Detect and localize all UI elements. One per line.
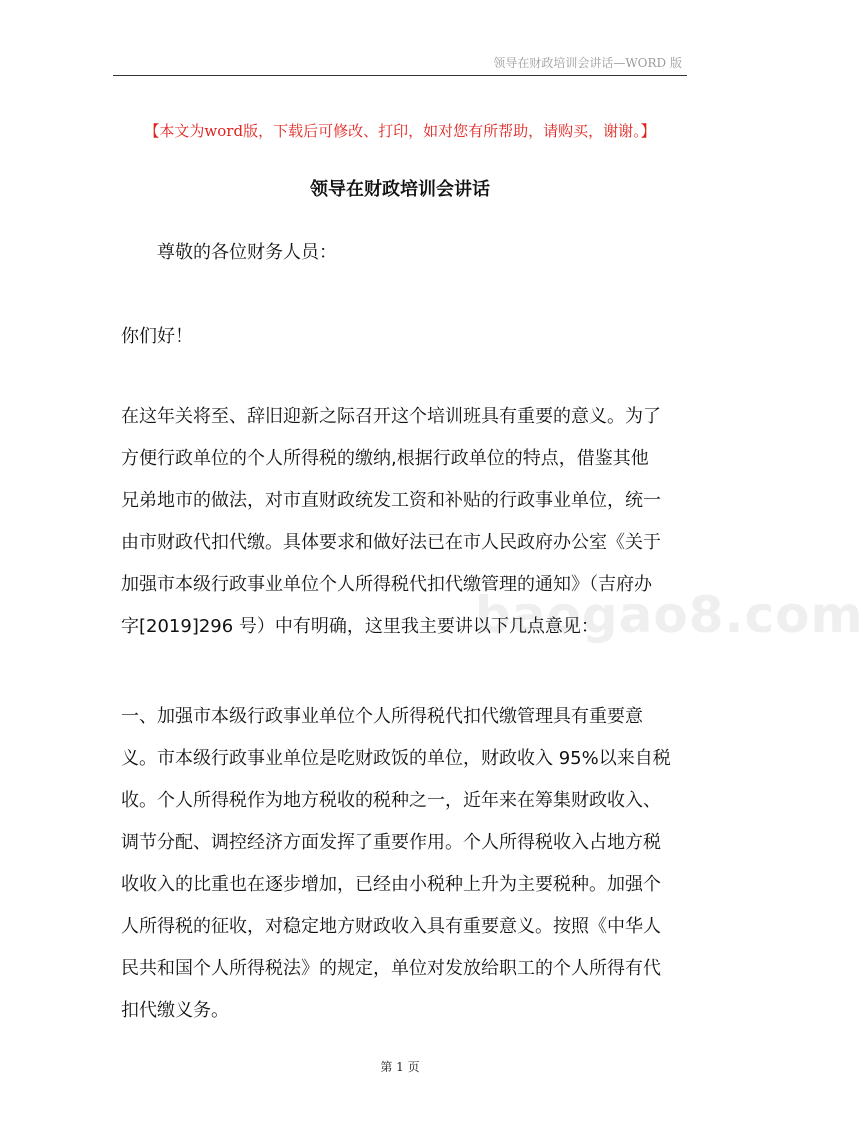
paragraph-line: 收。个人所得税作为地方税收的税种之一，近年来在筹集财政收入、: [121, 790, 661, 811]
page-number: 第 1 页: [380, 1060, 420, 1074]
running-header: 领导在财政培训会讲话—WORD 版: [493, 56, 682, 70]
header-divider: [113, 75, 687, 76]
paragraph-line: 扣代缴义务。: [121, 1000, 229, 1021]
paragraph-line: 在这年关将至、辞旧迎新之际召开这个培训班具有重要的意义。为了: [121, 406, 661, 427]
paragraph-line: 调节分配、调控经济方面发挥了重要作用。个人所得税收入占地方税: [121, 832, 661, 853]
paragraph-line: 加强市本级行政事业单位个人所得税代扣代缴管理的通知》（吉府办: [121, 574, 652, 595]
paragraph-line: 民共和国个人所得税法》的规定，单位对发放给职工的个人所得有代: [121, 958, 661, 979]
purchase-notice: 【本文为word版，下载后可修改、打印，如对您有所帮助，请购买，谢谢。】: [144, 122, 656, 140]
paragraph-line: 义。市本级行政事业单位是吃财政饭的单位，财政收入 95%以来自税: [121, 748, 671, 769]
paragraph-line: 兄弟地市的做法，对市直财政统发工资和补贴的行政事业单位，统一: [121, 490, 661, 511]
paragraph-line: 收收入的比重也在逐步增加，已经由小税种上升为主要税种。加强个: [121, 874, 661, 895]
paragraph-line: 方便行政单位的个人所得税的缴纳,根据行政单位的特点，借鉴其他: [121, 448, 649, 469]
paragraph-section-one: [121, 696, 681, 1032]
greeting: 你们好！: [121, 326, 193, 347]
paragraph-line: 字[2019]296 号）中有明确，这里我主要讲以下几点意见：: [121, 616, 599, 637]
salutation: 尊敬的各位财务人员：: [157, 242, 337, 263]
paragraph-line: 由市财政代扣代缴。具体要求和做好法已在市人民政府办公室《关于: [121, 532, 661, 553]
paragraph-line: 一、加强市本级行政事业单位个人所得税代扣代缴管理具有重要意: [121, 706, 643, 727]
document-title: 领导在财政培训会讲话: [310, 179, 490, 200]
watermark: baogao8.com: [475, 586, 864, 644]
paragraph-intro: [121, 396, 681, 648]
paragraph-line: 人所得税的征收，对稳定地方财政收入具有重要意义。按照《中华人: [121, 916, 661, 937]
